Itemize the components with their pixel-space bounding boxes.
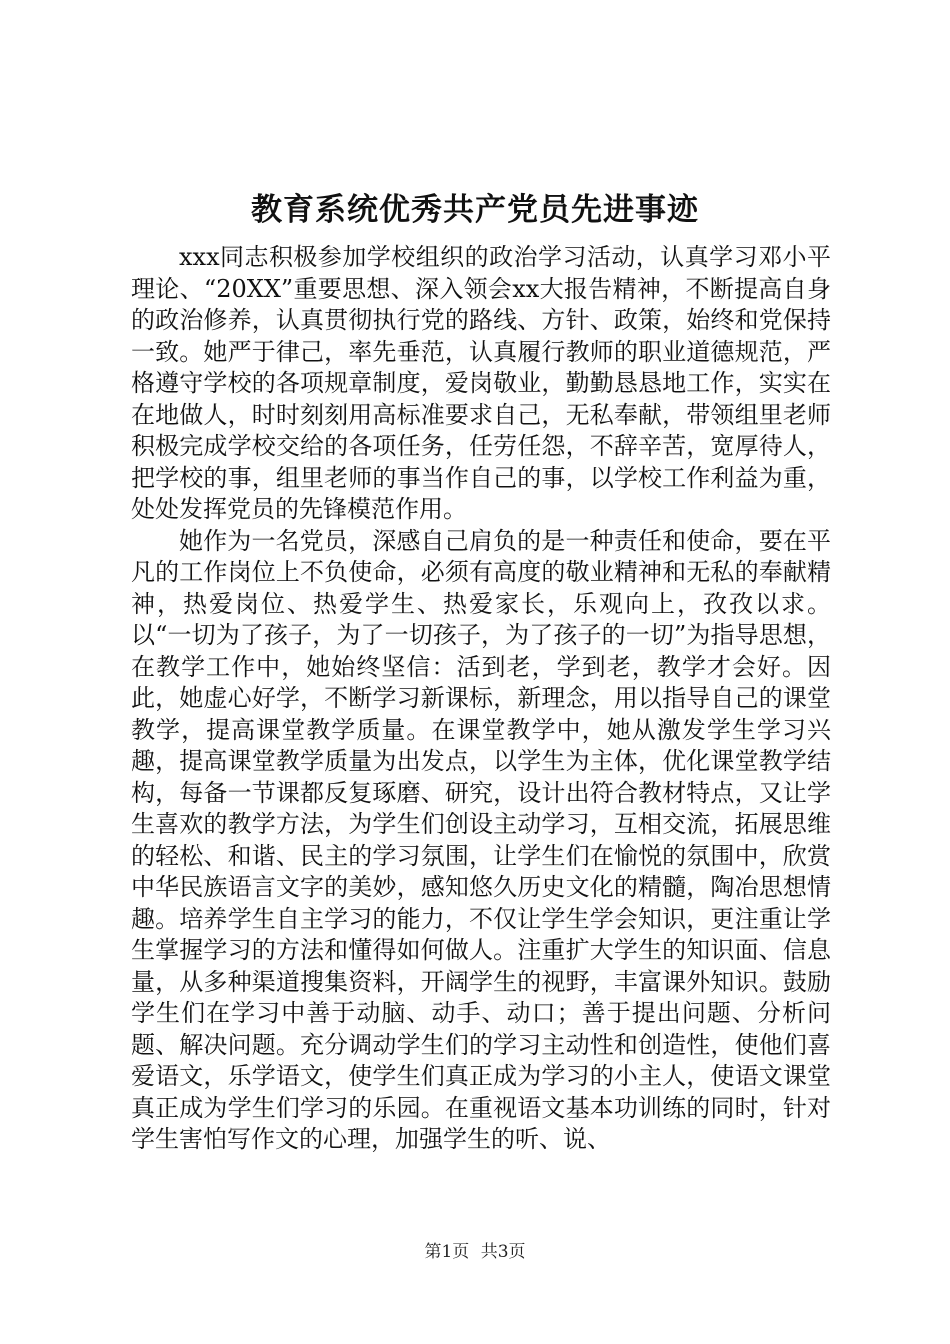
page-footer xyxy=(0,1240,950,1264)
page-count: 共3页 xyxy=(480,1242,526,1262)
paragraph-2: 她作为一名党员，深感自己肩负的是一种责任和使命，要在平凡的工作岗位上不负使命，必须有高度的敬业精神和无私的奉献精神，热爱岗位、热爱学生、热爱家长，乐观向上，孜孜以求。以“一切为了孩子，为了一切孩子，为了孩子的一切”为指导思想，在教学工作中，她始终坚信：活到老，学到老，教学才会好。因此，她虚心好学，不断学习新课标，新理念，用以指导自己的课堂教学，提高课堂教学质量。在课堂教学中，她从激发学生学习兴趣，提高课堂教学质量为出发点，以学生为主体，优化课堂教学结构，每备一节课都反复琢磨、研究，设计出符合教材特点，又让学生喜欢的教学方法，为学生们创设主动学习，互相交流，拓展思维的轻松、和谐、民主的学习氛围，让学生们在愉悦的氛围中，欣赏中华民族语言文字的美妙，感知悠久历史文化的精髓，陶冶思想情趣。培养学生自主学习的能力，不仅让学生学会知识，更注重让学生掌握学习的方法和懂得如何做人。注重扩大学生的知识面、信息量，从多种渠道搜集资料，开阔学生的视野，丰富课外知识。鼓励学生们在学习中善于动脑、动手、动口；善于提出问题、分析问题、解决问题。充分调动学生们的学习主动性和创造性，使他们喜爱语文，乐学语文，使学生们真正成为学习的小主人，使语文课堂真正成为学生们学习的乐园。在重视语文基本功训练的同时，针对学生害怕写作文的心理，加强学生的听、说、 xyxy=(131,526,831,1153)
paragraph-1: xxx同志积极参加学校组织的政治学习活动，认真学习邓小平理论、“20XX”重要思想、深入领会xx大报告精神，不断提高自身的政治修养，认真贯彻执行党的路线、方针、政策，始终和党保持一致。她严于律己，率先垂范，认真履行教师的职业道德规范，严格遵守学校的各项规章制度，爱岗敬业，勤勤恳恳地工作，实实在在地做人，时时刻刻用高标准要求自己，无私奉献，带领组里老师积极完成学校交给的各项任务，任劳任怨，不辞辛苦，宽厚待人，把学校的事，组里老师的事当作自己的事，以学校工作利益为重，处处发挥党员的先锋模范作用。 xyxy=(131,243,831,523)
page-number: 第1页 xyxy=(424,1242,470,1262)
document-title: 教育系统优秀共产党员先进事迹 xyxy=(251,192,699,228)
document-body xyxy=(131,242,831,1156)
